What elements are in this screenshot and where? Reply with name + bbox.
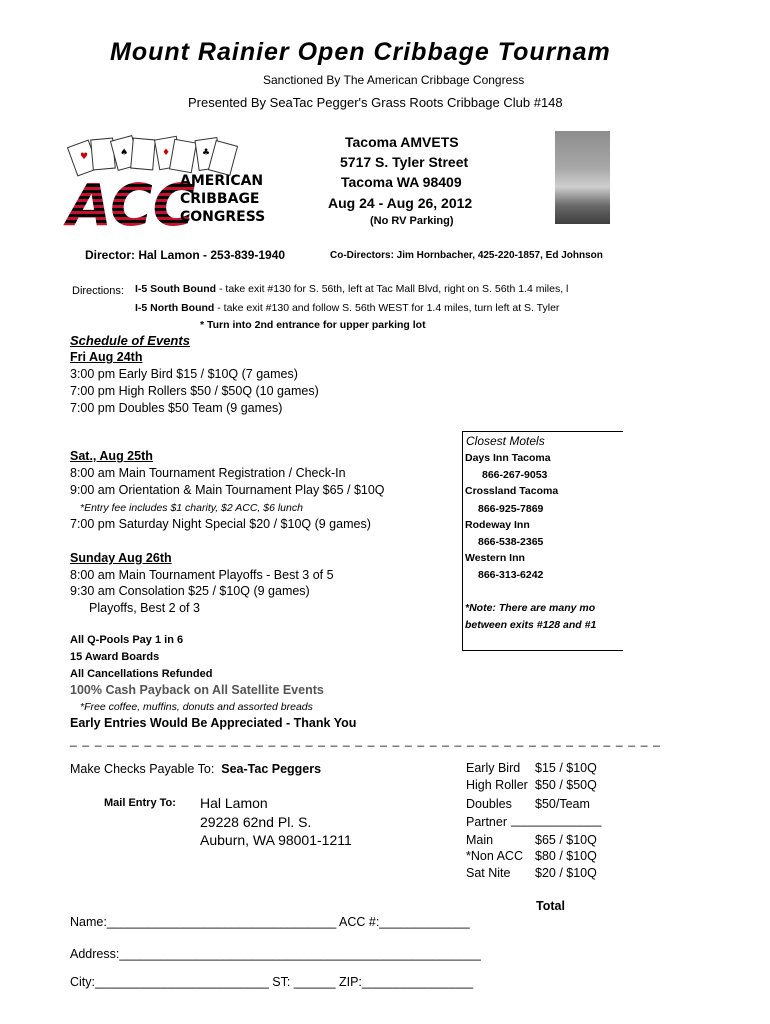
entry-fee-note: *Entry fee includes $1 charity, $2 ACC, $6 lunch bbox=[80, 502, 303, 514]
parking-entrance-note: * Turn into 2nd entrance for upper parking lot bbox=[200, 319, 426, 331]
fri-event: 7:00 pm Doubles $50 Team (9 games) bbox=[70, 401, 283, 415]
motel-name: Rodeway Inn bbox=[465, 519, 530, 531]
sun-event: 8:00 am Main Tournament Playoffs - Best 3 of 5 bbox=[70, 568, 334, 582]
acc-logo bbox=[62, 133, 266, 239]
fee-event: High Roller bbox=[466, 778, 528, 792]
motel-phone: 866-925-7869 bbox=[478, 503, 544, 515]
sanction-line: Sanctioned By The American Cribbage Congress bbox=[263, 73, 525, 87]
refund-line: All Cancellations Refunded bbox=[70, 668, 213, 680]
motel-name: Days Inn Tacoma bbox=[465, 452, 551, 464]
schedule-heading: Schedule of Events bbox=[70, 333, 190, 348]
motels-title: Closest Motels bbox=[466, 434, 545, 448]
fee-event: Early Bird bbox=[466, 761, 521, 775]
fee-price: $80 / $10Q bbox=[535, 849, 597, 863]
total-label: Total bbox=[536, 899, 565, 913]
directions-north: I-5 North Bound - take exit #130 and follow S. 56th WEST for 1.4 miles, turn left at S. Tyler bbox=[135, 302, 560, 314]
cash-payback-line: 100% Cash Payback on All Satellite Events bbox=[70, 683, 324, 697]
logo-word-american: AMERICAN bbox=[180, 173, 264, 189]
early-entries-line: Early Entries Would Be Appreciated - Thank You bbox=[70, 716, 357, 730]
fee-event: Main bbox=[466, 833, 494, 847]
fee-price: $50 / $50Q bbox=[535, 778, 597, 792]
fee-event: *Non ACC bbox=[466, 849, 523, 863]
sat-event: 7:00 pm Saturday Night Special $20 / $10Q (9 games) bbox=[70, 517, 371, 531]
logo-word-cribbage: CRIBBAGE bbox=[180, 191, 260, 207]
page-title: Mount Rainier Open Cribbage Tournam bbox=[110, 38, 611, 66]
motel-phone: 866-313-6242 bbox=[478, 569, 544, 581]
sat-day-heading: Sat., Aug 25th bbox=[70, 449, 153, 463]
logo-word-congress: CONGRESS bbox=[180, 209, 266, 225]
name-field[interactable]: Name:_________________________________ ACC #:_____________ bbox=[70, 915, 470, 929]
qpools-line: All Q-Pools Pay 1 in 6 bbox=[70, 634, 184, 646]
partner-field[interactable]: _____________ bbox=[511, 813, 602, 827]
sun-event: Playoffs, Best 2 of 3 bbox=[89, 601, 200, 615]
mail-entry-label: Mail Entry To: bbox=[104, 797, 176, 809]
mail-name: Hal Lamon bbox=[200, 795, 268, 811]
checks-label: Make Checks Payable To: Sea-Tac Peggers bbox=[70, 762, 322, 776]
fee-event: Partner bbox=[466, 815, 507, 829]
sun-event: 9:30 am Consolation $25 / $10Q (9 games) bbox=[70, 584, 310, 598]
fee-event: Sat Nite bbox=[466, 866, 511, 880]
sat-event: 8:00 am Main Tournament Registration / Check-In bbox=[70, 466, 346, 480]
mail-street: 29228 62nd Pl. S. bbox=[200, 814, 312, 830]
motel-name: Western Inn bbox=[465, 552, 525, 564]
svg-text:♦: ♦ bbox=[162, 148, 171, 158]
motel-name: Crossland Tacoma bbox=[465, 485, 559, 497]
venue-name: Tacoma AMVETS bbox=[345, 134, 459, 150]
fee-price: $65 / $10Q bbox=[535, 833, 597, 847]
city-state-zip-field[interactable]: City:_________________________ ST: ______ ZIP:________________ bbox=[70, 975, 474, 989]
fee-price: $15 / $10Q bbox=[535, 761, 597, 775]
mail-city: Auburn, WA 98001-1211 bbox=[200, 832, 352, 848]
motels-note: *Note: There are many mo bbox=[465, 602, 596, 614]
motel-phone: 866-267-9053 bbox=[482, 469, 548, 481]
motels-note: between exits #128 and #1 bbox=[465, 619, 597, 631]
venue-dates: Aug 24 - Aug 26, 2012 bbox=[328, 195, 473, 211]
free-food-note: *Free coffee, muffins, donuts and assorted breads bbox=[80, 701, 313, 713]
parking-note: (No RV Parking) bbox=[370, 215, 454, 227]
logo-monogram: ACC bbox=[67, 171, 196, 239]
motel-phone: 866-538-2365 bbox=[478, 536, 544, 548]
venue-city: Tacoma WA 98409 bbox=[341, 174, 462, 190]
mountain-photo bbox=[555, 131, 610, 224]
svg-text:♠: ♠ bbox=[120, 148, 129, 158]
sun-day-heading: Sunday Aug 26th bbox=[70, 551, 172, 565]
fri-event: 3:00 pm Early Bird $15 / $10Q (7 games) bbox=[70, 367, 298, 381]
presented-line: Presented By SeaTac Pegger's Grass Roots Cribbage Club #148 bbox=[188, 95, 563, 110]
fee-event: Doubles bbox=[466, 797, 512, 811]
fri-day-heading: Fri Aug 24th bbox=[70, 350, 143, 364]
director-line: Director: Hal Lamon - 253-839-1940 bbox=[85, 248, 286, 262]
directions-south: I-5 South Bound - take exit #130 for S. 56th, left at Tac Mall Blvd, right on S. 56th 1.4 miles, l bbox=[135, 283, 569, 295]
sat-event: 9:00 am Orientation & Main Tournament Play $65 / $10Q bbox=[70, 483, 385, 497]
codirectors-line: Co-Directors: Jim Hornbacher, 425-220-1857, Ed Johnson bbox=[330, 250, 603, 261]
award-boards-line: 15 Award Boards bbox=[70, 651, 160, 663]
fee-price: $50/Team bbox=[535, 797, 590, 811]
venue-street: 5717 S. Tyler Street bbox=[340, 154, 469, 170]
directions-label: Directions: bbox=[72, 285, 124, 297]
fee-price: $20 / $10Q bbox=[535, 866, 597, 880]
address-field[interactable]: Address:____________________________________________________ bbox=[70, 947, 481, 961]
svg-text:♣: ♣ bbox=[202, 148, 211, 158]
svg-text:♥: ♥ bbox=[80, 152, 89, 162]
fri-event: 7:00 pm High Rollers $50 / $50Q (10 games) bbox=[70, 384, 319, 398]
cut-line: _ _ _ _ _ _ _ _ _ _ _ _ _ _ _ _ _ _ _ _ _ _ _ _ _ _ _ _ _ _ _ _ _ _ _ _ _ _ _ _ _ _ _ _ _ _ _ _ bbox=[70, 733, 662, 747]
